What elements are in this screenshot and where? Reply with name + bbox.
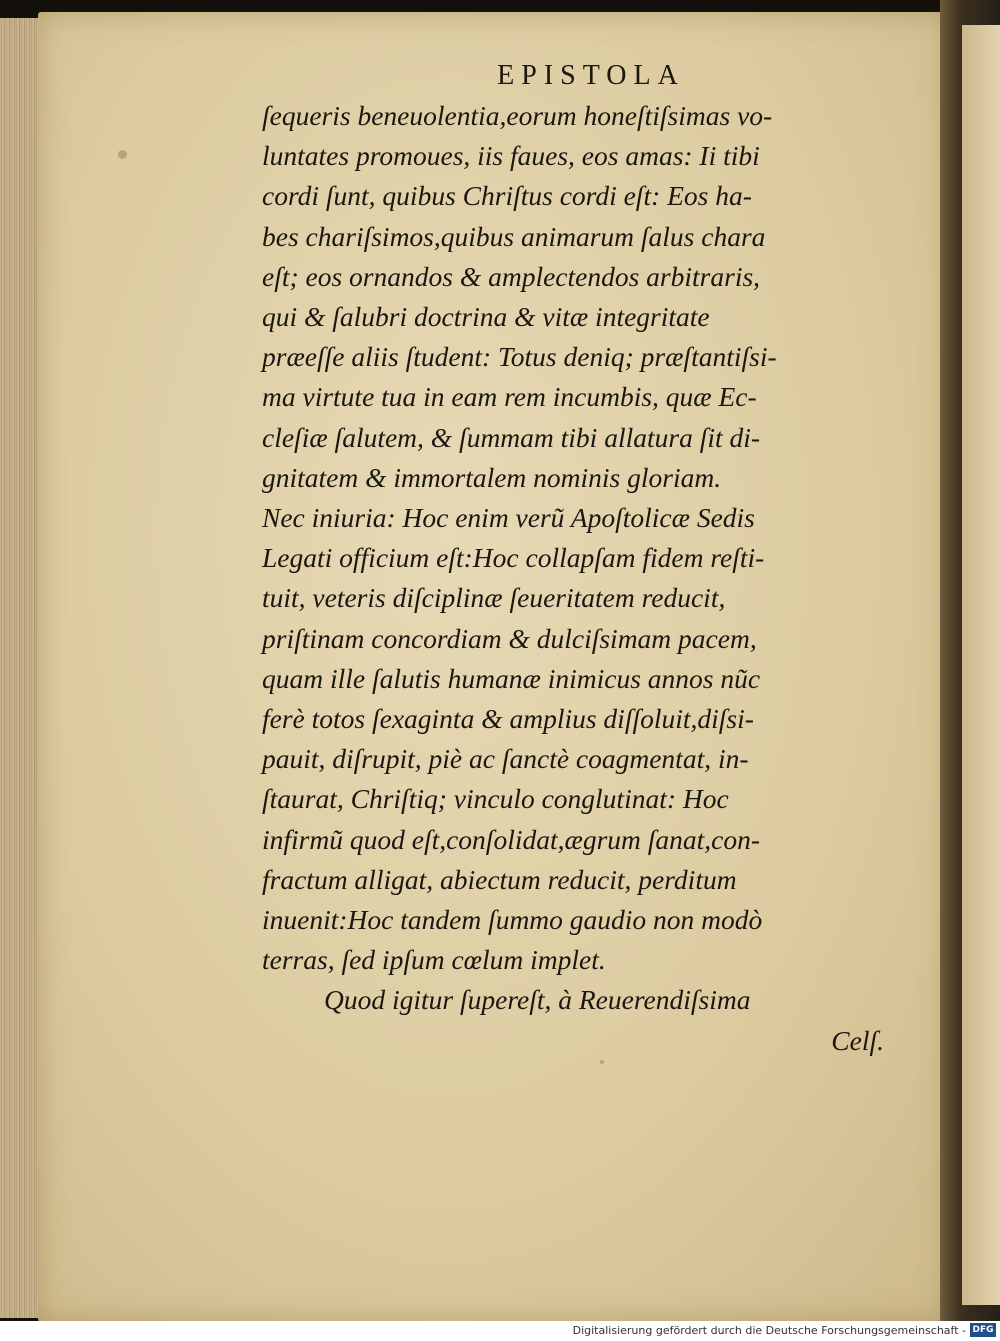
- text-line: gnitatem & immortalem nominis gloriam.: [262, 461, 722, 493]
- facing-page-edge: [962, 25, 1000, 1305]
- text-line: cleſiæ ſalutem, & ſummam tibi allatura ſit di-: [262, 421, 761, 453]
- text-line: pauit, diſrupit, piè ac ſanctè coagmentat, in-: [262, 743, 749, 775]
- text-line: fractum alligat, abiectum reducit, perditum: [262, 863, 737, 895]
- body-text: [262, 96, 892, 1021]
- text-line: cordi ſunt, quibus Chriſtus cordi eſt: Eos ha-: [262, 180, 752, 212]
- text-line: bes chariſsimos,quibus animarum ſalus chara: [262, 220, 766, 252]
- text-line: præeſſe aliis ſtudent: Totus deniq; præſtantiſsi-: [262, 341, 777, 373]
- text-line: Nec iniuria: Hoc enim verũ Apoſtolicæ Sedis: [262, 502, 755, 534]
- text-line: luntates promoues, iis faues, eos amas: Ii tibi: [262, 140, 760, 172]
- text-line: ſtaurat, Chriſtiq; vinculo conglutinat: Hoc: [262, 783, 729, 815]
- text-line: Legati officium eſt:Hoc collapſam fidem reſti-: [262, 542, 765, 574]
- text-line: qui & ſalubri doctrina & vitæ integritate: [262, 301, 710, 333]
- running-head: EPISTOLA: [497, 60, 685, 91]
- paper-stain: [118, 150, 127, 159]
- text-line: ferè totos ſexaginta & amplius diſſoluit,diſsi-: [262, 703, 754, 735]
- digitization-credit: Digitalisierung gefördert durch die Deutsche Forschungsgemeinschaft -: [572, 1324, 966, 1337]
- text-line: priſtinam concordiam & dulciſsimam pacem,: [262, 622, 757, 654]
- text-line: terras, ſed ipſum cœlum implet.: [262, 944, 606, 976]
- text-line: eſt; eos ornandos & amplectendos arbitraris,: [262, 260, 761, 292]
- text-line: tuit, veteris diſciplinæ ſeueritatem reducit,: [262, 582, 726, 614]
- catchword: Celſ.: [831, 1024, 884, 1056]
- text-line: ma virtute tua in eam rem incumbis, quæ Ec-: [262, 381, 757, 413]
- dfg-logo: DFG: [970, 1323, 996, 1337]
- text-line: quam ille ſalutis humanæ inimicus annos nũc: [262, 662, 761, 694]
- text-line: Quod igitur ſupereſt, à Reuerendiſsima: [324, 984, 751, 1016]
- text-line: ſequeris beneuolentia,eorum honeſtiſsimas vo-: [262, 100, 773, 131]
- text-block: [262, 60, 892, 1061]
- text-line: infirmũ quod eſt,conſolidat,ægrum ſanat,con-: [262, 823, 761, 855]
- text-line: inuenit:Hoc tandem ſummo gaudio non modò: [262, 904, 763, 936]
